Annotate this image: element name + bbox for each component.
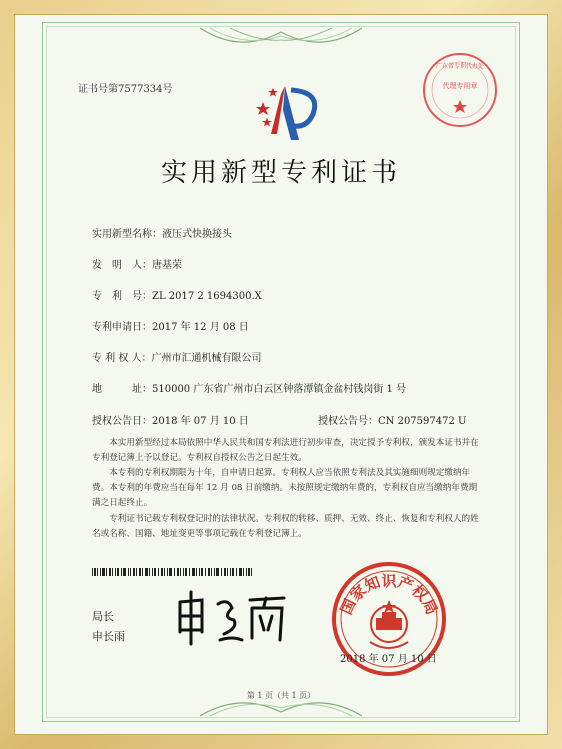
certificate-title: 实用新型专利证书 [160,158,401,188]
barcode-icon [92,568,252,576]
field-patent-number: 专 利 号：ZL 2017 2 1694300.X [92,291,262,302]
field-patentee: 专 利 权 人：广州市汇通机械有限公司 [92,353,262,364]
field-inventor: 发 明 人：唐基荣 [92,260,182,271]
cnipa-logo-icon [255,80,325,146]
seal-date: 2018 年 07 月 10 日 [340,654,437,665]
publication-number: 授权公告号：CN 207597472 U [318,416,467,427]
field-application-date: 专利申请日：2017 年 12 月 08 日 [92,322,249,333]
top-ornament-icon [200,26,362,56]
field-address: 地 址：510000 广东省广州市白云区钟落潭镇金盆村钱岗街 1 号 [92,384,407,395]
paragraph-grant: 本实用新型经过本局依照中华人民共和国专利法进行初步审查，决定授予专利权，颁发本证书并在专利登记簿上予以登记。专利权自授权公告之日起生效。 [92,438,479,463]
svg-text:代理专用章: 代理专用章 [442,82,478,90]
director-signature-icon [172,588,292,648]
svg-text:广东省专利代办处: 广东省专利代办处 [435,63,485,70]
certificate-number: 证书号第7577334号 [78,84,173,95]
page-footer: 第 1 页（共 1 页） [246,691,316,700]
svg-text:国家知识产权局: 国家知识产权局 [336,572,442,618]
director-title: 局长 [92,610,114,623]
paragraph-legal-status: 专利证书记载专利权登记时的法律状况。专利权的转移、质押、无效、终止、恢复和专利权人的姓名或名称、国籍、地址变更等事项记载在专利登记簿上。 [92,514,479,539]
director-name: 申长雨 [92,630,125,643]
agency-stamp-icon [420,50,500,130]
paragraph-term: 本专利的专利权期限为十年，自申请日起算。专利权人应当依照专利法及其实施细则规定缴纳年费。本专利的年费应当在每年 12 月 08 日前缴纳。未按照规定缴纳年费的，专利权自应当缴纳年费期满之日起终止。 [92,468,478,508]
field-name: 实用新型名称：液压式快换接头 [92,229,232,240]
field-grant-date: 授权公告日：2018 年 07 月 10 日 [92,416,249,427]
